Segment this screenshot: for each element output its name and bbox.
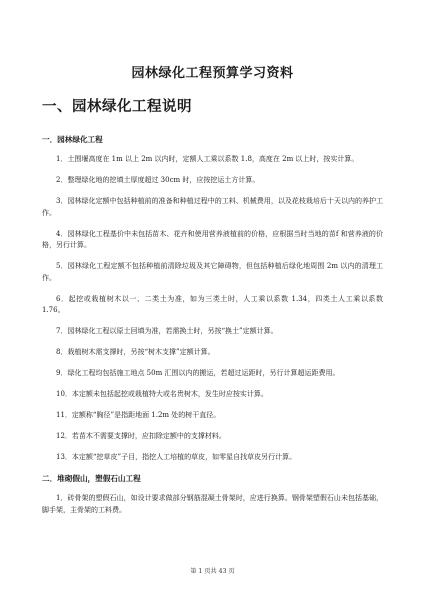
paragraph-item: 1．土围堰高度在 1m 以上 2m 以内时，定额人工乘以系数 1.8，高度在 2m 以上时，按实计算。 [56, 155, 359, 163]
paragraph-item: 5．园林绿化工程定额不包括种植前清除垃圾及其它障碍物，但包括种植后绿化地周围 2m 以内的清理工作。 [42, 262, 383, 282]
paragraph-item: 7．园林绿化工程以原土回填为准，若需换土时，另按“换土”定额计算。 [56, 327, 278, 335]
sub-heading-rockery: 二．堆砌假山，塑假石山工程 [42, 474, 141, 483]
paragraph-item: 4．园林绿化工程基价中未包括苗木、花卉和使用营养液植前的价格，应根据当时当地的苗f 和营养液的价格，另行计算。 [42, 229, 383, 249]
paragraph-item: 13．本定额“挖草皮”子目，指挖人工培植的草皮，如零星自找草皮另行计算。 [56, 453, 297, 461]
paragraph-item: 12．若苗木不需要支撑时，应扣除定额中的支撑材料。 [56, 432, 226, 440]
page-footer: 第 1 页共 43 页 [190, 568, 235, 575]
paragraph-item: 8．栽植树木需支撑时，另按“树木支撑”定额计算。 [56, 348, 215, 356]
section-heading: 一、园林绿化工程说明 [42, 99, 192, 115]
document-title: 园林绿化工程预算学习资料 [131, 66, 294, 81]
paragraph-item: 9．绿化工程均包括施工地点 50m 汇围以内的搬运，若超过运距时，另行计算超运距费用。 [56, 369, 340, 377]
paragraph-item: 10．本定额未包括起挖或栽植特大或名贵树木，发生时应按实计算。 [56, 390, 268, 398]
sub-heading-greening: 一．园林绿化工程 [42, 135, 103, 144]
paragraph-item: 11．定额称“胸径”是指距地面 1.2m 处的树干直径。 [56, 411, 221, 419]
paragraph-item: 1．砖骨架的塑假石山，如设计要求做部分钢筋混凝土骨架时，应进行换算。钢骨架塑假石山未包括基础，脚手架，主骨架的工料费。 [42, 494, 383, 514]
paragraph-item: 2．整理绿化地的挖填土厚度超过 30cm 时，应按挖运土方计算。 [56, 176, 260, 184]
paragraph-item: 3．园林绿化定额中包括种植前的准备和种植过程中的工料、机械费用，以及花枝栽培后十天以内的养护工作。 [42, 197, 383, 217]
paragraph-item: 6．起挖或栽植树木以一、二类土为准，如为三类土时，人工乘以系数 1.34，四类土人工乘以系数 1.76。 [42, 294, 383, 314]
